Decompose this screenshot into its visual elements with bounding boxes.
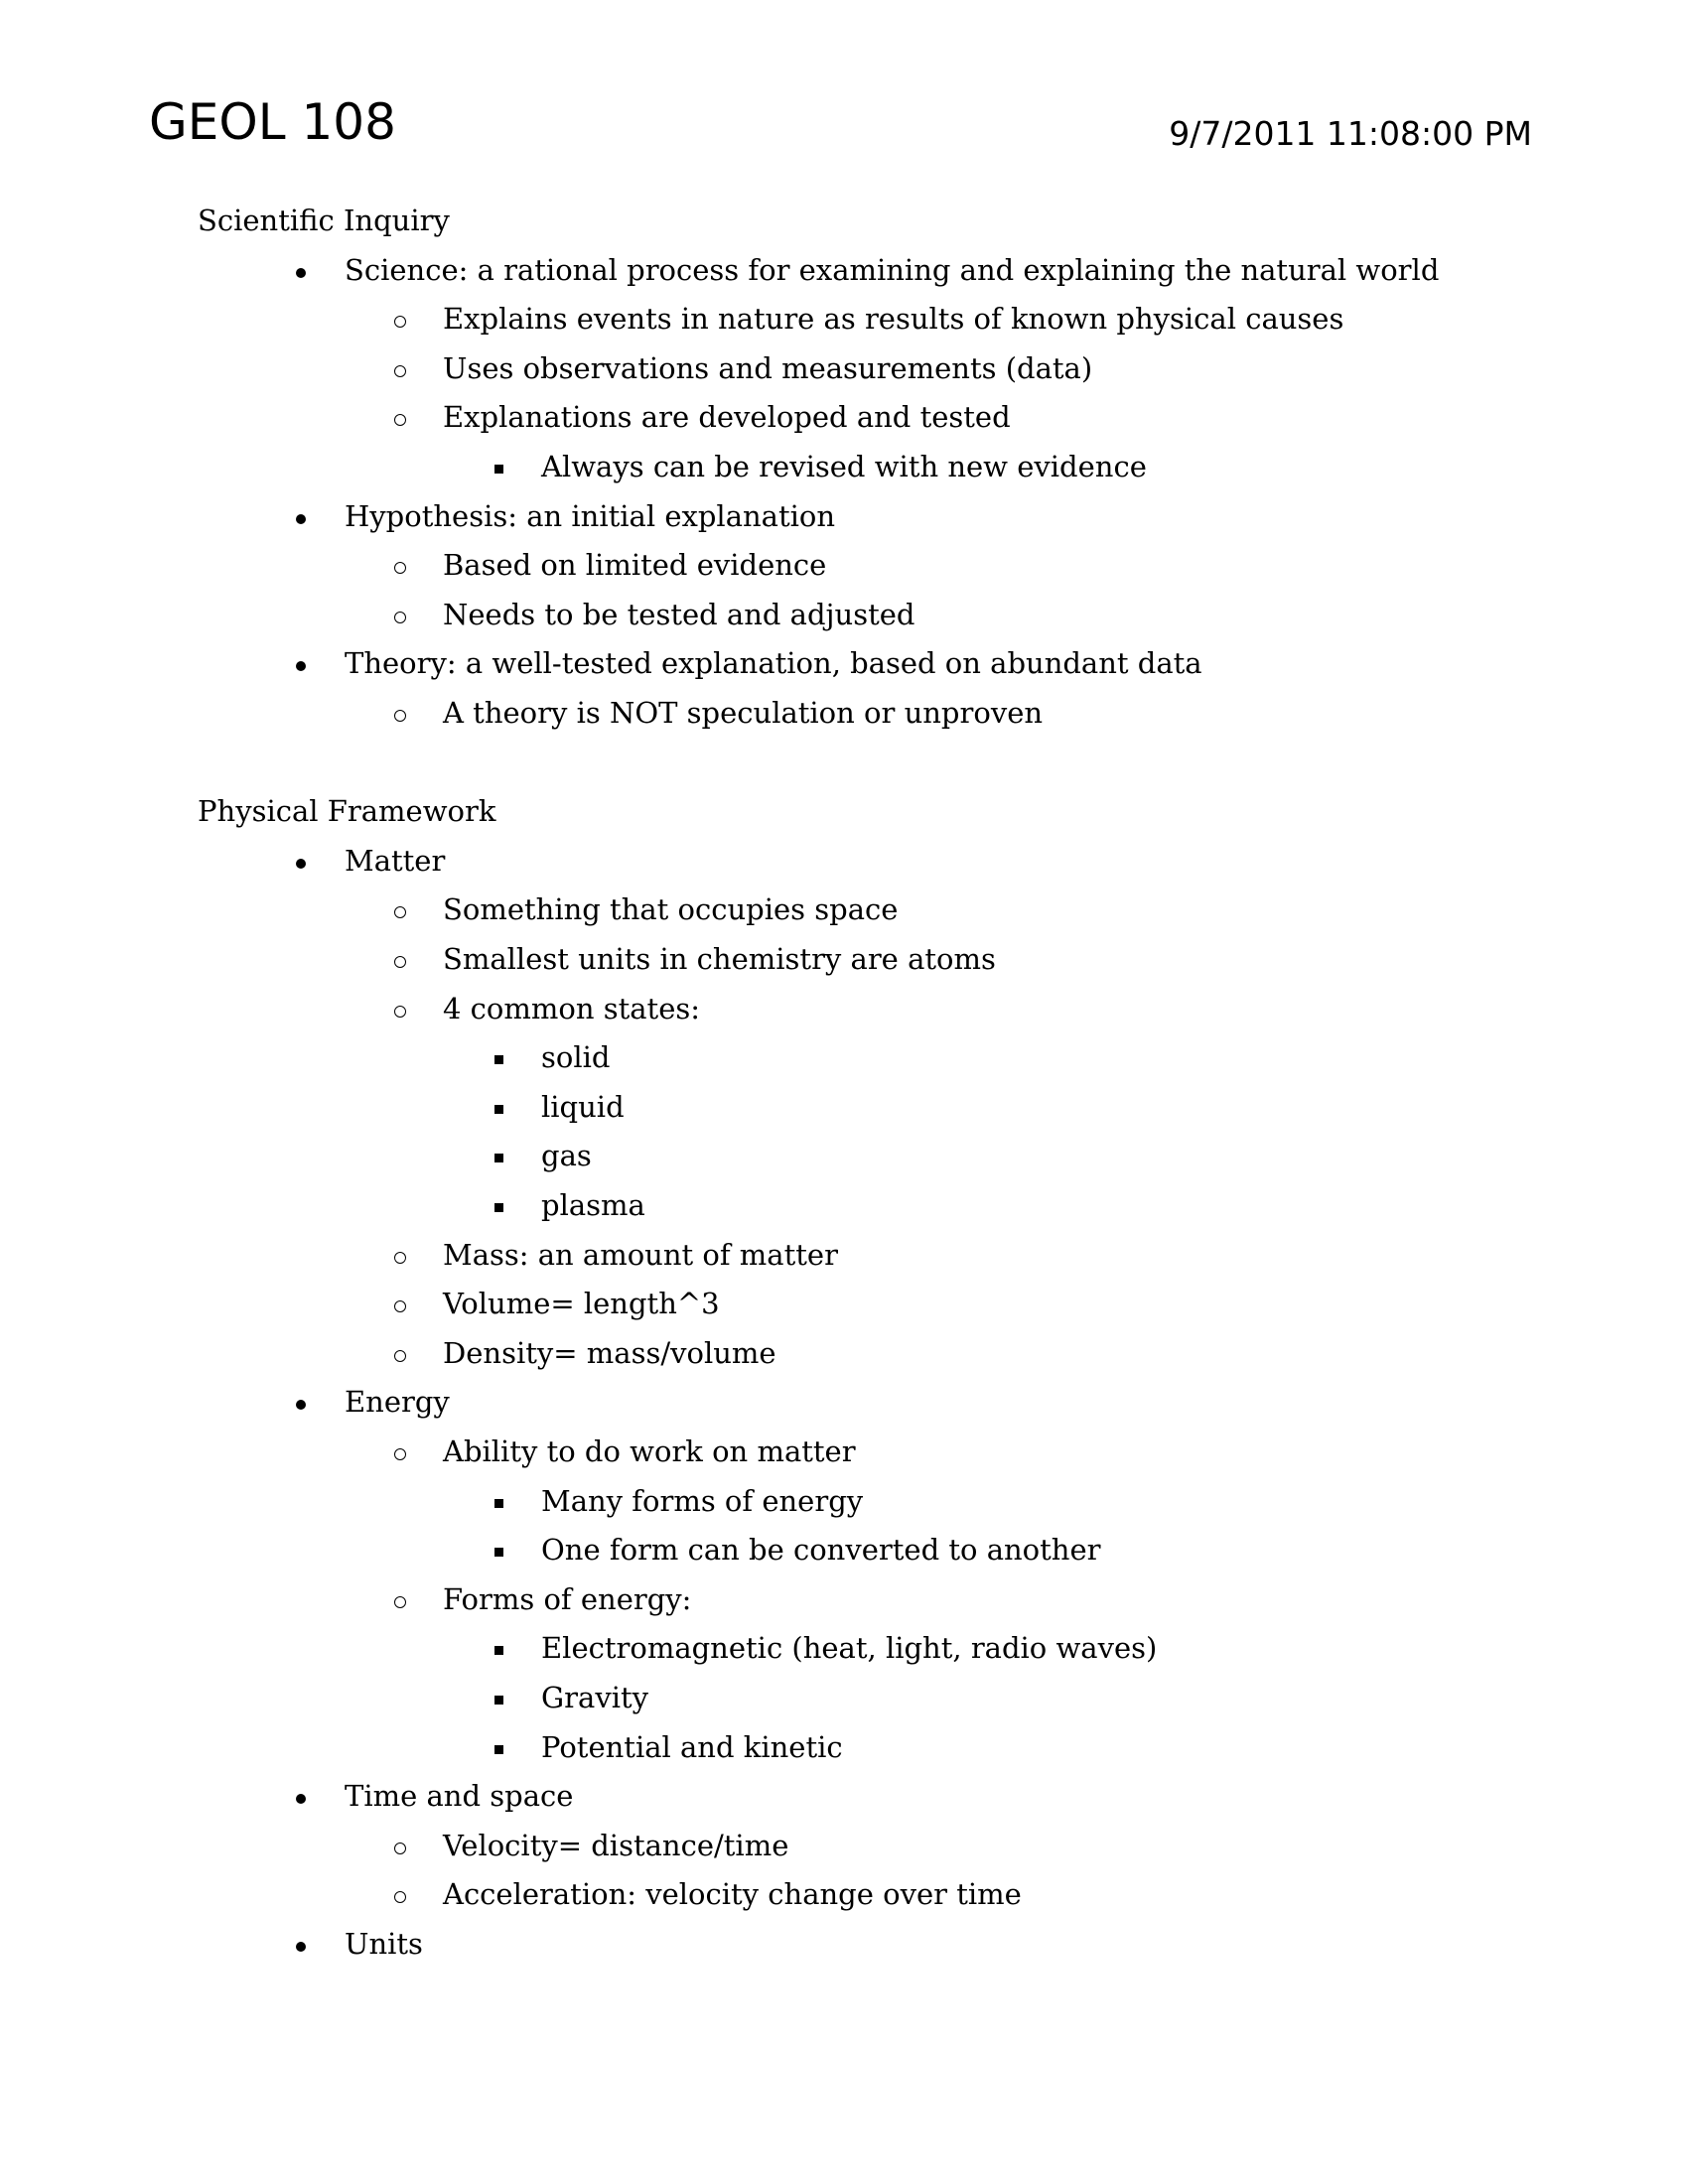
outline-item-level-1: Time and space [345,1779,574,1814]
bullet-circle-icon [394,1891,406,1903]
outline-item-level-2: Mass: an amount of matter [443,1237,838,1272]
section-heading: Scientific Inquiry [198,204,450,237]
bullet-circle-icon [394,710,406,722]
bullet-circle-icon [394,316,406,328]
outline-item-level-2: Uses observations and measurements (data) [443,350,1093,385]
outline-item-level-1: Units [345,1927,423,1961]
outline-item-level-3: Gravity [541,1681,649,1714]
outline-item-level-3: Many forms of energy [541,1483,864,1518]
outline-item-level-1: Energy [345,1385,450,1420]
bullet-circle-icon [394,1350,406,1362]
outline-item-level-1: Hypothesis: an initial explanation [345,498,836,533]
outline-item-level-2: Explains events in nature as results of known physical causes [443,302,1344,337]
outline-item-level-3: Potential and kinetic [541,1729,843,1764]
bullet-disc-icon [296,661,306,671]
bullet-circle-icon [394,906,406,918]
bullet-square-icon [494,1696,503,1705]
outline-item-level-2: Something that occupies space [443,892,899,927]
outline-item-level-2: Acceleration: velocity change over time [443,1877,1022,1912]
outline-item-level-3: liquid [541,1089,625,1124]
bullet-disc-icon [296,1942,306,1952]
outline-item-level-2: Smallest units in chemistry are atoms [443,942,996,976]
outline-item-level-2: Volume= length^3 [443,1287,720,1321]
section-heading: Physical Framework [198,794,496,829]
bullet-circle-icon [394,1448,406,1460]
bullet-disc-icon [296,514,306,524]
outline-item-level-3: Electromagnetic (heat, light, radio waves) [541,1631,1158,1666]
outline-item-level-2: Ability to do work on matter [443,1434,856,1468]
outline-item-level-2: Explanations are developed and tested [443,400,1011,435]
outline-item-level-2: Based on limited evidence [443,548,827,583]
bullet-circle-icon [394,1006,406,1018]
outline-item-level-1: Matter [345,843,446,878]
bullet-circle-icon [394,612,406,623]
bullet-square-icon [494,1203,503,1212]
outline-item-level-2: 4 common states: [443,991,701,1025]
bullet-disc-icon [296,1400,306,1410]
bullet-square-icon [494,1105,503,1114]
outline-item-level-1: Theory: a well-tested explanation, based on abundant data [345,646,1202,681]
document-date: 9/7/2011 11:08:00 PM [1169,114,1532,153]
bullet-square-icon [494,1499,503,1508]
bullet-square-icon [494,465,503,474]
bullet-circle-icon [394,1596,406,1608]
outline-item-level-2: Density= mass/volume [443,1335,776,1370]
outline-item-level-3: solid [541,1040,611,1075]
outline-item-level-3: One form can be converted to another [541,1533,1101,1568]
bullet-circle-icon [394,365,406,377]
bullet-circle-icon [394,562,406,574]
bullet-disc-icon [296,1794,306,1804]
bullet-circle-icon [394,956,406,968]
outline-item-level-3: gas [541,1139,592,1173]
bullet-circle-icon [394,1843,406,1854]
bullet-disc-icon [296,859,306,869]
bullet-circle-icon [394,414,406,426]
bullet-circle-icon [394,1252,406,1264]
outline-item-level-1: Science: a rational process for examining and explaining the natural world [345,252,1440,287]
bullet-square-icon [494,1055,503,1064]
bullet-square-icon [494,1646,503,1655]
outline-item-level-2: A theory is NOT speculation or unproven [443,696,1044,730]
outline-item-level-2: Forms of energy: [443,1581,692,1616]
outline-item-level-2: Needs to be tested and adjusted [443,597,915,631]
outline-item-level-3: Always can be revised with new evidence [541,450,1147,483]
bullet-disc-icon [296,268,306,278]
bullet-square-icon [494,1548,503,1557]
outline-item-level-2: Velocity= distance/time [443,1828,789,1862]
bullet-square-icon [494,1154,503,1162]
document-title: GEOL 108 [149,93,396,151]
bullet-square-icon [494,1745,503,1754]
bullet-circle-icon [394,1300,406,1312]
outline-item-level-3: plasma [541,1188,645,1222]
